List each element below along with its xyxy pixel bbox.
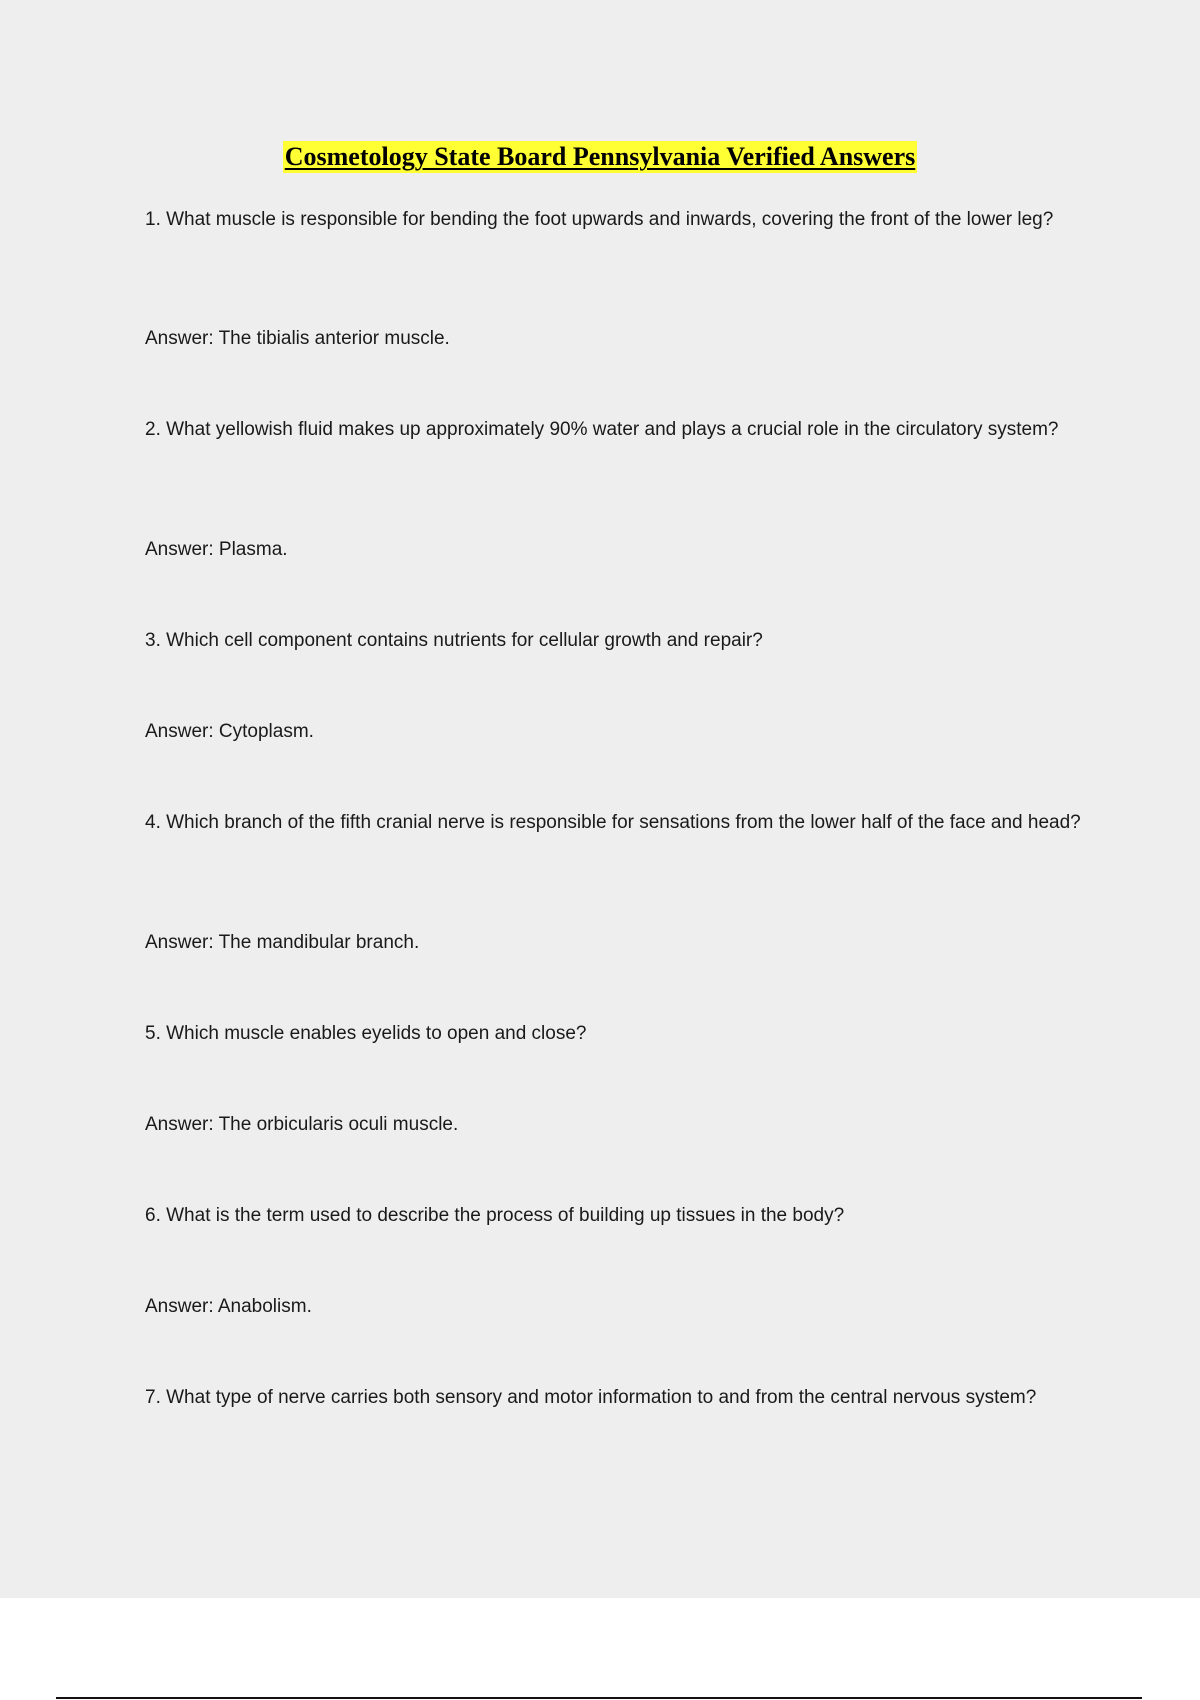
document-title: Cosmetology State Board Pennsylvania Verified Answers bbox=[284, 142, 916, 171]
question-5: 5. Which muscle enables eyelids to open and close? bbox=[145, 1023, 587, 1044]
bottom-divider bbox=[56, 1697, 1142, 1699]
answer-3: Answer: Cytoplasm. bbox=[145, 721, 314, 742]
question-6: 6. What is the term used to describe the process of building up tissues in the body? bbox=[145, 1205, 845, 1226]
question-4: 4. Which branch of the fifth cranial nerve is responsible for sensations from the lower half of the face and head? bbox=[145, 812, 1081, 833]
answer-5: Answer: The orbicularis oculi muscle. bbox=[145, 1114, 459, 1135]
answer-2: Answer: Plasma. bbox=[145, 539, 288, 560]
question-3: 3. Which cell component contains nutrients for cellular growth and repair? bbox=[145, 630, 763, 651]
title-container bbox=[0, 141, 1200, 173]
answer-6: Answer: Anabolism. bbox=[145, 1296, 312, 1317]
answer-4: Answer: The mandibular branch. bbox=[145, 932, 420, 953]
answer-1: Answer: The tibialis anterior muscle. bbox=[145, 328, 450, 349]
question-7: 7. What type of nerve carries both sensory and motor information to and from the central nervous system? bbox=[145, 1387, 1037, 1408]
question-2: 2. What yellowish fluid makes up approximately 90% water and plays a crucial role in the circulatory system? bbox=[145, 419, 1059, 440]
question-1: 1. What muscle is responsible for bending the foot upwards and inwards, covering the front of the lower leg? bbox=[145, 209, 1054, 230]
